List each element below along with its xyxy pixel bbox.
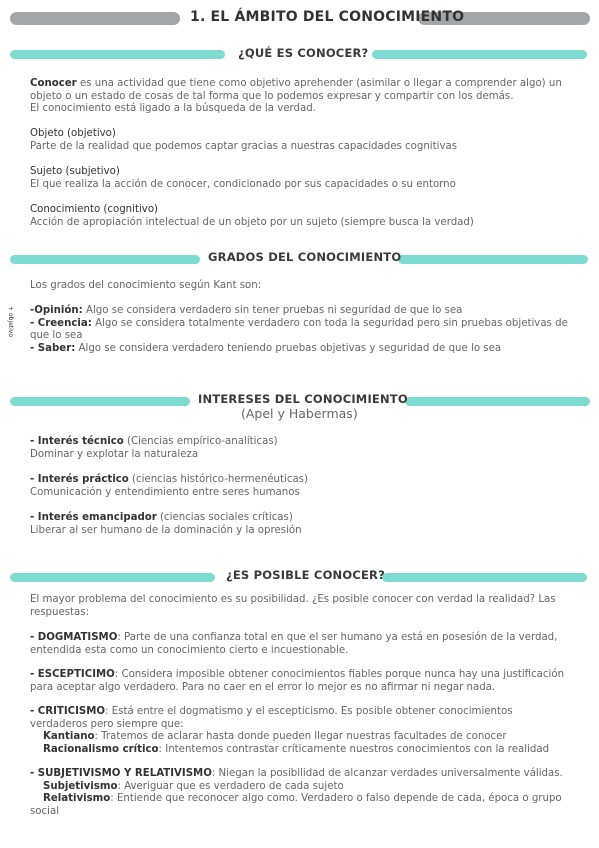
objeto-text: Parte de la realidad que podemos captar gracias a nuestras capacidades cognitivas — [30, 140, 458, 152]
objeto-block — [30, 128, 575, 153]
interes-emancipador: - Interés emancipador (ciencias sociales críticas) Liberar al ser humano de la dominación y la opresión — [30, 512, 302, 536]
interes-practico: - Interés práctico (ciencias histórico-hermenéuticas) Comunicación y entendimiento entre seres humanos — [30, 474, 308, 498]
section2-bar-right — [398, 255, 588, 264]
interes-tecnico: - Interés técnico (Ciencias empírico-analíticas) Dominar y explotar la naturaleza — [30, 436, 278, 460]
sujeto-block — [30, 166, 575, 191]
intereses-subheading: (Apel y Habermas) — [241, 406, 358, 421]
title-bar-left — [10, 12, 180, 25]
side-note: + objetivo — [7, 306, 14, 338]
racionalismo-critico: Racionalismo crítico: Intentemos contrastar críticamente nuestros conocimientos con la realidad — [43, 743, 550, 755]
section1-bar-right — [372, 50, 587, 59]
que-es-intro: Conocer es una actividad que tiene como objetivo aprehender (asimilar o llegar a comprender algo) un objeto o un estado de cosas de tal forma que lo podemos expresar y compartir con los demás. El conocimiento está ligado a la búsqueda de la verdad. — [30, 78, 562, 114]
conocimiento-title: Conocimiento (cognitivo) — [30, 204, 159, 215]
section3-bar-left — [10, 397, 190, 406]
page-title: 1. EL ÁMBITO DEL CONOCIMIENTO — [190, 9, 465, 25]
conocimiento-text: Acción de apropiación intelectual de un objeto por un sujeto (siempre busca la verdad) — [30, 216, 474, 228]
escepticismo: - ESCEPTICIMO: Considera imposible obtener conocimientos fiables porque nunca hay una justificación para aceptar algo verdadero. Para no caer en el error lo mejor es no afirmar ni negar nada. — [30, 669, 565, 693]
section4-bar-left — [10, 573, 215, 582]
section-heading-es-posible: ¿ES POSIBLE CONOCER? — [226, 568, 385, 582]
subjetivismo-relativismo: - SUBJETIVISMO Y RELATIVISMO: Niegan la posibilidad de alcanzar verdades universalmente válidas. Subjetivismo: Averiguar que es verdadero de cada sujeto Relativismo: Entiende que reconocer algo como. Verdadero o falso depende de cada, época o grupo social — [30, 768, 575, 818]
section-heading-que-es-conocer: ¿QUÉ ES CONOCER? — [238, 46, 369, 60]
grados-intro: Los grados del conocimiento según Kant son: — [30, 280, 262, 291]
section3-bar-right — [405, 397, 590, 406]
criticismo: - CRITICISMO: Está entre el dogmatismo y el escepticismo. Es posible obtener conocimientos verdaderos pero siempre que: Kantiano: Tratemos de aclarar hasta donde pueden llegar nuestras facultades de conocer Racionalismo crítico: Intentemos contrastar críticamente nuestros conocimientos con la realidad — [30, 706, 575, 756]
subjetivismo: Subjetivismo: Averiguar que es verdadero de cada sujeto — [43, 780, 344, 792]
grado-saber: - Saber: Algo se considera verdadero teniendo pruebas objetivas y seguridad de que lo sea — [30, 342, 502, 354]
conocimiento-block — [30, 204, 575, 229]
term-conocer: Conocer — [30, 78, 77, 89]
posible-intro: El mayor problema del conocimiento es su posibilidad. ¿Es posible conocer con verdad la realidad? Las respuestas: — [30, 594, 556, 618]
section2-bar-left — [10, 255, 200, 264]
section1-bar-left — [10, 50, 225, 59]
grado-creencia: - Creencia: Algo se considera totalmente verdadero con toda la seguridad pero sin pruebas objetivas de — [30, 317, 568, 329]
section-heading-intereses: INTERESES DEL CONOCIMIENTO — [198, 392, 408, 406]
objeto-title: Objeto (objetivo) — [30, 128, 116, 139]
section-heading-grados: GRADOS DEL CONOCIMIENTO — [208, 250, 402, 264]
grado-opinion: -Opinión: Algo se considera verdadero sin tener pruebas ni seguridad de que lo sea — [30, 305, 463, 316]
grados-list: -Opinión: Algo se considera verdadero sin tener pruebas ni seguridad de que lo sea - Creencia: Algo se considera totalmente verdadero con toda la seguridad pero sin pruebas objetivas de que lo sea - Saber: Algo se considera verdadero teniendo pruebas objetivas y seguridad de que lo sea — [30, 305, 575, 355]
kantiano: Kantiano: Tratemos de aclarar hasta donde pueden llegar nuestras facultades de conocer — [43, 731, 507, 742]
section4-bar-right — [382, 573, 587, 582]
sujeto-text: El que realiza la acción de conocer, condicionado por sus capacidades o su entorno — [30, 178, 456, 190]
sujeto-title: Sujeto (subjetivo) — [30, 166, 120, 177]
relativismo: Relativismo: Entiende que reconocer algo como. Verdadero o falso depende de cada, época o grupo — [43, 793, 562, 804]
dogmatismo: - DOGMATISMO: Parte de una confianza total en que el ser humano ya está en posesión de la verdad, entendida esta como un conocimiento cierto e incuestionable. — [30, 632, 558, 656]
